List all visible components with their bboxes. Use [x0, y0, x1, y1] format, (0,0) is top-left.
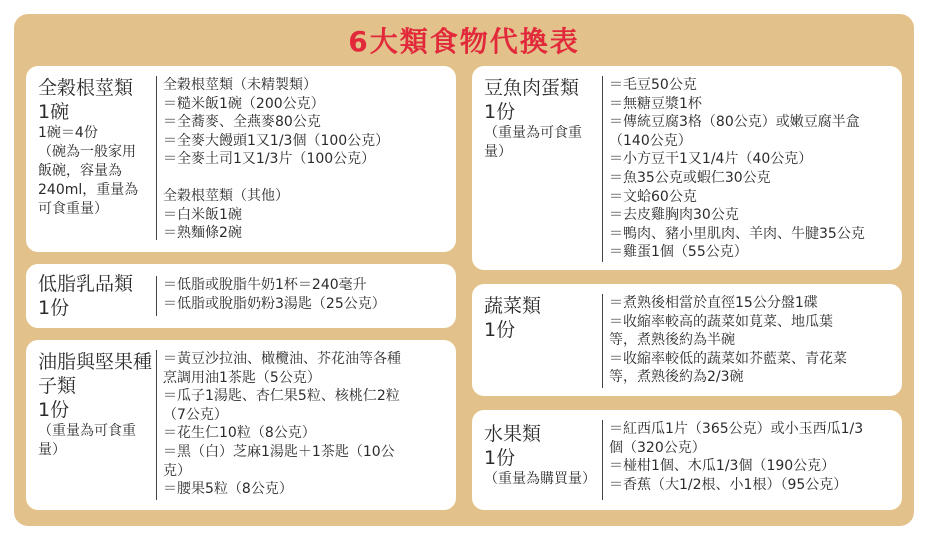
grains-items: [156, 76, 389, 240]
grains-name: 全穀根莖類: [38, 77, 134, 99]
list-item: ＝雞蛋1個（55公克）: [609, 244, 748, 261]
fruit-note: （重量為購買量）: [484, 471, 596, 487]
veg-label: [484, 294, 541, 342]
protein-note-0: （重量為可食重: [484, 125, 582, 141]
list-item: ＝腰果5粒（8公克）: [163, 481, 293, 498]
card-grains: [26, 66, 456, 252]
oils-portion: 1份: [38, 399, 70, 421]
list-item: ＝鴨肉、豬小里肌肉、羊肉、牛腱35公克: [609, 225, 865, 242]
list-item: ＝煮熟後相當於直徑15公分盤1碟: [609, 295, 818, 311]
list-item: ＝低脂或脫脂奶粉3湯匙（25公克）: [163, 295, 386, 312]
list-item: （140公克）: [609, 132, 692, 149]
list-item: 克）: [163, 462, 191, 479]
oils-note-1: 量）: [38, 442, 66, 458]
list-item: ＝黃豆沙拉油、橄欖油、芥花油等各種: [163, 351, 401, 367]
list-item: ＝低脂或脫脂牛奶1杯＝240毫升: [163, 277, 367, 293]
list-item: 個（320公克）: [609, 439, 706, 456]
list-item: ＝全麥大饅頭1又1/3個（100公克）: [163, 132, 390, 149]
oils-name-1: 子類: [38, 375, 77, 397]
card-veg: [472, 284, 902, 396]
fruit-portion: 1份: [484, 447, 516, 469]
list-item: ＝瓜子1湯匙、杏仁果5粒、核桃仁2粒: [163, 388, 400, 405]
dairy-name: 低脂乳品類: [38, 273, 134, 295]
list-item: 全穀根莖類（其他）: [163, 187, 289, 204]
list-item: 等，煮熟後約為2/3碗: [609, 369, 744, 386]
list-item: 烹調用油1茶匙（5公克）: [163, 369, 321, 386]
protein-name: 豆魚肉蛋類: [484, 77, 580, 99]
grains-portion: 1碗: [38, 101, 70, 123]
list-item: ＝傳統豆腐3格（80公克）或嫩豆腐半盒: [609, 114, 860, 131]
list-item: ＝無糖豆漿1杯: [609, 95, 702, 112]
veg-portion: 1份: [484, 319, 516, 341]
dairy-portion: 1份: [38, 297, 70, 319]
list-item: ＝花生仁10粒（8公克）: [163, 425, 316, 442]
oils-note-0: （重量為可食重: [38, 423, 136, 439]
list-item: ＝椪柑1個、木瓜1/3個（190公克）: [609, 458, 836, 475]
veg-items: [602, 294, 847, 388]
list-item: ＝全麥土司1又1/3片（100公克）: [163, 151, 376, 168]
list-item: ＝糙米飯1碗（200公克）: [163, 95, 325, 112]
card-oils: [26, 340, 456, 510]
protein-portion: 1份: [484, 101, 516, 123]
grains-label: [38, 76, 138, 219]
grains-note-0: 1碗＝4份: [38, 125, 98, 141]
list-item: 全穀根莖類（未精製類）: [163, 77, 317, 93]
grains-note-2: 飯碗，容量為: [38, 163, 122, 179]
card-dairy: [26, 264, 456, 328]
list-item: ＝文蛤60公克: [609, 188, 697, 205]
list-item: ＝毛豆50公克: [609, 77, 697, 93]
oils-label: [38, 350, 152, 460]
list-item: ＝收縮率較高的蔬菜如莧菜、地瓜葉: [609, 313, 833, 330]
fruit-label: [484, 422, 596, 489]
oils-items: [156, 350, 401, 500]
list-item: ＝全蕎麥、全燕麥80公克: [163, 114, 321, 131]
card-protein: [472, 66, 902, 270]
grains-note-4: 可食重量）: [38, 201, 108, 217]
list-item: 等，煮熟後約為半碗: [609, 332, 735, 349]
list-item: ＝熟麵條2碗: [163, 225, 242, 242]
list-item: ＝去皮雞胸肉30公克: [609, 207, 739, 224]
page-title: 6大類食物代換表: [348, 25, 580, 58]
dairy-label: [38, 272, 133, 320]
list-item: ＝小方豆干1又1/4片（40公克）: [609, 151, 813, 168]
list-item: （7公克）: [163, 406, 228, 423]
card-fruit: [472, 410, 902, 510]
veg-name: 蔬菜類: [484, 295, 542, 317]
oils-name-0: 油脂與堅果種: [38, 351, 153, 373]
list-item: ＝白米飯1碗: [163, 206, 242, 223]
list-item: ＝黑（白）芝麻1湯匙＋1茶匙（10公: [163, 443, 395, 460]
list-item: ＝香蕉（大1/2根、小1根）（95公克）: [609, 476, 848, 493]
dairy-items: [156, 276, 386, 316]
fruit-items: [602, 420, 863, 500]
grains-note-3: 240ml，重量為: [38, 182, 139, 198]
protein-items: [602, 76, 865, 262]
list-item: ＝收縮率較低的蔬菜如芥藍菜、青花菜: [609, 350, 847, 367]
grains-note-1: （碗為一般家用: [38, 144, 136, 160]
list-item: ＝魚35公克或蝦仁30公克: [609, 169, 771, 186]
fruit-name: 水果類: [484, 423, 542, 445]
protein-label: [484, 76, 582, 162]
list-item: ＝紅西瓜1片（365公克）或小玉西瓜1/3: [609, 421, 864, 437]
protein-note-1: 量）: [484, 144, 512, 160]
